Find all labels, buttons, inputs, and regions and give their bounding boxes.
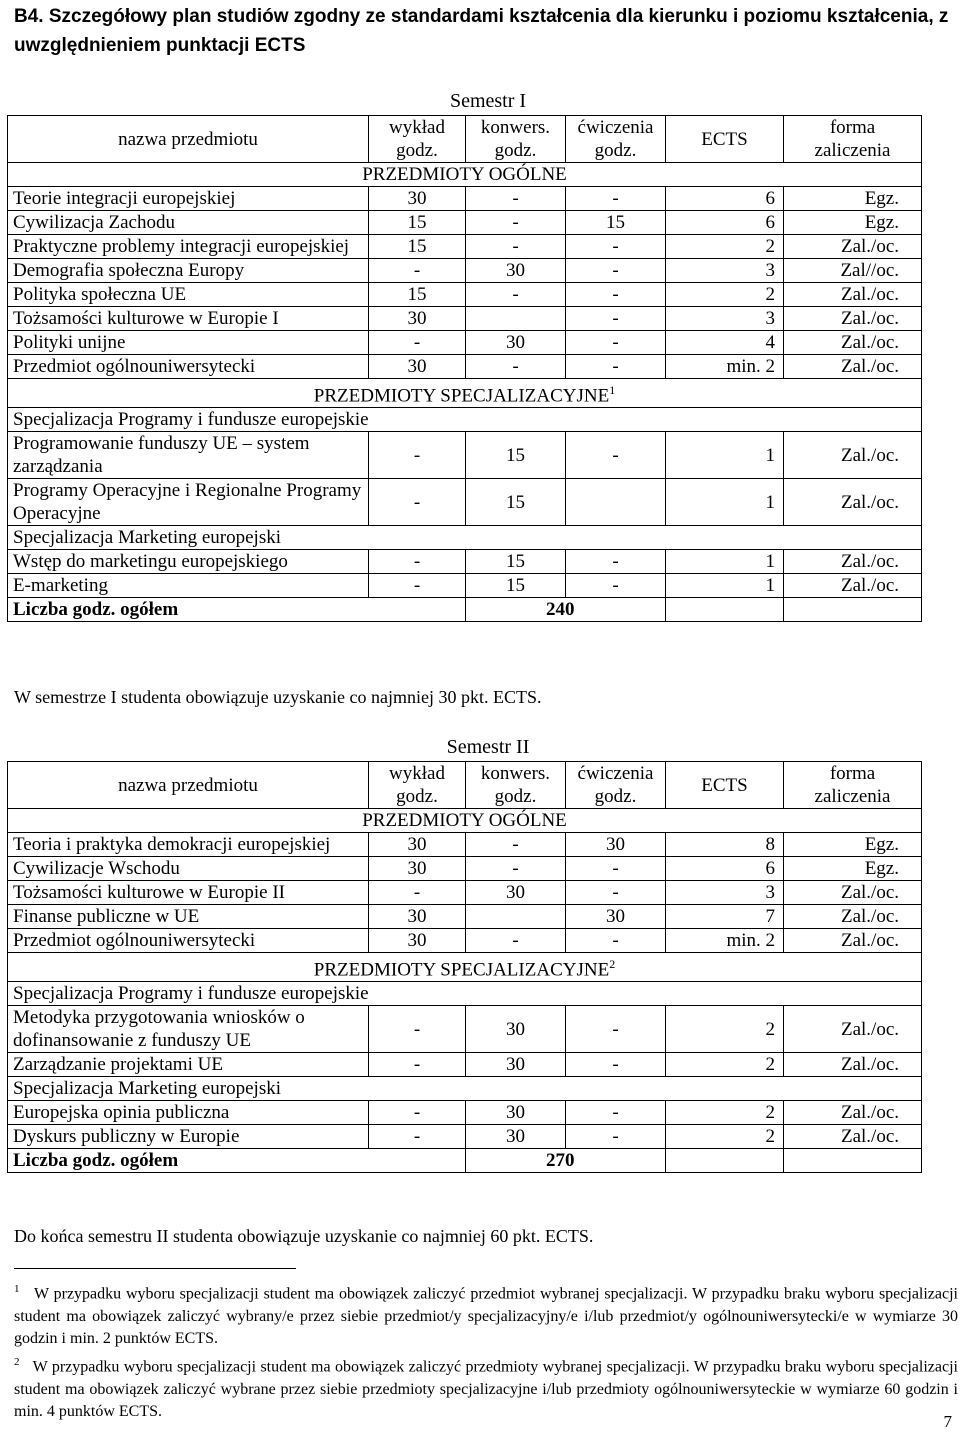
- ects-points: 2: [666, 1101, 784, 1125]
- exercise-hours: -: [566, 283, 666, 307]
- table-row: [8, 355, 922, 379]
- exercise-hours: -: [566, 187, 666, 211]
- specialization-title: Specjalizacja Marketing europejski: [8, 526, 922, 550]
- lecture-hours: -: [369, 259, 466, 283]
- subject-name: Przedmiot ogólnouniwersytecki: [8, 355, 369, 379]
- lecture-hours: 15: [369, 283, 466, 307]
- total-label: Liczba godz. ogółem: [8, 598, 466, 622]
- lecture-hours: -: [369, 1053, 466, 1077]
- general-subjects-header: PRZEDMIOTY OGÓLNE: [8, 809, 922, 833]
- assessment-form: Zal./oc.: [784, 1053, 922, 1077]
- conversation-hours: 15: [466, 550, 566, 574]
- subject-name: Metodyka przygotowania wniosków o dofinansowanie z funduszy UE: [8, 1006, 369, 1053]
- exercise-hours: 30: [566, 905, 666, 929]
- conversation-hours: -: [466, 833, 566, 857]
- semester-2-spec1-rows: [8, 1006, 922, 1077]
- conversation-hours: [466, 307, 566, 331]
- table-row: [8, 211, 922, 235]
- exercise-hours: -: [566, 550, 666, 574]
- exercise-hours: 30: [566, 833, 666, 857]
- subject-name: Zarządzanie projektami UE: [8, 1053, 369, 1077]
- total-label: Liczba godz. ogółem: [8, 1149, 466, 1173]
- subject-name: Polityki unijne: [8, 331, 369, 355]
- assessment-form: Zal//oc.: [784, 259, 922, 283]
- table-header-row: [8, 116, 922, 163]
- semester-1-spec1-rows: [8, 432, 922, 526]
- subject-name: Teoria i praktyka demokracji europejskiej: [8, 833, 369, 857]
- subject-name: Praktyczne problemy integracji europejskiej: [8, 235, 369, 259]
- table-row: [8, 235, 922, 259]
- lecture-hours: -: [369, 1006, 466, 1053]
- ects-points: 6: [666, 857, 784, 881]
- exercise-hours: -: [566, 574, 666, 598]
- section-heading: B4. Szczegółowy plan studiów zgodny ze standardami kształcenia dla kierunku i poziomu kształcenia, z uwzględnieniem punktacji ECTS: [14, 6, 949, 56]
- table-row: [8, 479, 922, 526]
- ects-points: 1: [666, 550, 784, 574]
- lecture-hours: -: [369, 331, 466, 355]
- col-lecture-header: wykład godz.: [369, 762, 466, 809]
- assessment-form: Zal./oc.: [784, 574, 922, 598]
- subject-name: Programy Operacyjne i Regionalne Programy Operacyjne: [8, 479, 369, 526]
- exercise-hours: -: [566, 1125, 666, 1149]
- lecture-hours: 30: [369, 857, 466, 881]
- assessment-form: Zal./oc.: [784, 283, 922, 307]
- subject-name: E-marketing: [8, 574, 369, 598]
- col-exer-header: ćwiczenia godz.: [566, 116, 666, 163]
- lecture-hours: 30: [369, 929, 466, 953]
- table-row: [8, 833, 922, 857]
- ects-points: 8: [666, 833, 784, 857]
- ects-points: 3: [666, 259, 784, 283]
- semester-1-table: [7, 115, 921, 622]
- table-row: [8, 1006, 922, 1053]
- semester-1-general-rows: [8, 187, 922, 379]
- conversation-hours: 30: [466, 331, 566, 355]
- assessment-form: Zal./oc.: [784, 881, 922, 905]
- ects-points: 3: [666, 881, 784, 905]
- assessment-form: Egz.: [784, 211, 922, 235]
- lecture-hours: 30: [369, 355, 466, 379]
- col-form-header: forma zaliczenia: [784, 116, 922, 163]
- assessment-form: Zal./oc.: [784, 929, 922, 953]
- ects-points: 2: [666, 283, 784, 307]
- exercise-hours: -: [566, 235, 666, 259]
- page-number: 7: [943, 1412, 952, 1431]
- ects-points: 4: [666, 331, 784, 355]
- conversation-hours: [466, 905, 566, 929]
- conversation-hours: -: [466, 235, 566, 259]
- table-row: [8, 905, 922, 929]
- conversation-hours: 15: [466, 479, 566, 526]
- subject-name: Tożsamości kulturowe w Europie I: [8, 307, 369, 331]
- conversation-hours: -: [466, 929, 566, 953]
- conversation-hours: 30: [466, 881, 566, 905]
- lecture-hours: -: [369, 1101, 466, 1125]
- conversation-hours: -: [466, 283, 566, 307]
- conversation-hours: 30: [466, 1101, 566, 1125]
- semester-2-table: [7, 761, 921, 1173]
- subject-name: Europejska opinia publiczna: [8, 1101, 369, 1125]
- table-row: [8, 857, 922, 881]
- lecture-hours: 30: [369, 833, 466, 857]
- semester-2-general-rows: [8, 833, 922, 953]
- ects-points: 1: [666, 432, 784, 479]
- footnote-2: $^2$ W przypadku wyboru specjalizacji student ma obowiązek zaliczyć przedmioty wybranej specjalizacji. W przypadku braku wyboru specjalizacji student ma obowiązek zaliczyć wybrane przez siebie przedmioty specjalizacyjne i/lub przedmioty ogólnouniwersyteckie w wymiarze 60 godzin i min. 4 punktów ECTS.: [14, 1355, 958, 1421]
- ects-points: min. 2: [666, 929, 784, 953]
- specialization-title: Specjalizacja Programy i fundusze europejskie: [8, 408, 922, 432]
- exercise-hours: -: [566, 1006, 666, 1053]
- semester-1-title: Semestr I: [449, 90, 527, 112]
- semester-2-title: Semestr II: [446, 736, 530, 758]
- total-value: 270: [466, 1149, 666, 1173]
- conversation-hours: -: [466, 211, 566, 235]
- lecture-hours: -: [369, 574, 466, 598]
- table-header-row: [8, 762, 922, 809]
- lecture-hours: 30: [369, 307, 466, 331]
- footnotes: [14, 1278, 958, 1424]
- ects-points: 2: [666, 235, 784, 259]
- col-conv-header: konwers. godz.: [466, 762, 566, 809]
- table-row: [8, 187, 922, 211]
- table-row: [8, 1053, 922, 1077]
- table-row: [8, 1125, 922, 1149]
- conversation-hours: 15: [466, 432, 566, 479]
- ects-points: 6: [666, 211, 784, 235]
- col-exer-header: ćwiczenia godz.: [566, 762, 666, 809]
- exercise-hours: -: [566, 331, 666, 355]
- ects-points: 7: [666, 905, 784, 929]
- total-value: 240: [466, 598, 666, 622]
- col-form-header: forma zaliczenia: [784, 762, 922, 809]
- conversation-hours: 30: [466, 259, 566, 283]
- subject-name: Cywilizacje Wschodu: [8, 857, 369, 881]
- ects-points: min. 2: [666, 355, 784, 379]
- conversation-hours: -: [466, 355, 566, 379]
- total-row: [8, 1149, 922, 1173]
- conversation-hours: -: [466, 857, 566, 881]
- general-subjects-header: PRZEDMIOTY OGÓLNE: [8, 163, 922, 187]
- table-row: [8, 1101, 922, 1125]
- lecture-hours: 15: [369, 211, 466, 235]
- exercise-hours: -: [566, 355, 666, 379]
- col-conv-header: konwers. godz.: [466, 116, 566, 163]
- ects-points: 6: [666, 187, 784, 211]
- table-row: [8, 259, 922, 283]
- col-lecture-header: wykład godz.: [369, 116, 466, 163]
- subject-name: Dyskurs publiczny w Europie: [8, 1125, 369, 1149]
- special-subjects-header: PRZEDMIOTY SPECJALIZACYJNE$^1$: [8, 379, 922, 408]
- lecture-hours: 30: [369, 187, 466, 211]
- assessment-form: Zal./oc.: [784, 432, 922, 479]
- table-row: [8, 550, 922, 574]
- conversation-hours: 30: [466, 1006, 566, 1053]
- semester-2-spec2-rows: [8, 1101, 922, 1149]
- ects-points: 2: [666, 1125, 784, 1149]
- conversation-hours: 30: [466, 1053, 566, 1077]
- ects-points: 3: [666, 307, 784, 331]
- lecture-hours: -: [369, 550, 466, 574]
- conversation-hours: 15: [466, 574, 566, 598]
- subject-name: Teorie integracji europejskiej: [8, 187, 369, 211]
- subject-name: Przedmiot ogólnouniwersytecki: [8, 929, 369, 953]
- exercise-hours: -: [566, 1101, 666, 1125]
- total-row: [8, 598, 922, 622]
- col-ects-header: ECTS: [666, 762, 784, 809]
- lecture-hours: 15: [369, 235, 466, 259]
- exercise-hours: -: [566, 307, 666, 331]
- table-row: [8, 432, 922, 479]
- assessment-form: Egz.: [784, 187, 922, 211]
- assessment-form: Zal./oc.: [784, 550, 922, 574]
- assessment-form: Zal./oc.: [784, 1101, 922, 1125]
- col-name-header: nazwa przedmiotu: [8, 762, 369, 809]
- assessment-form: Egz.: [784, 833, 922, 857]
- semester-1-note: W semestrze I studenta obowiązuje uzyskanie co najmniej 30 pkt. ECTS.: [14, 687, 542, 707]
- specialization-title: Specjalizacja Marketing europejski: [8, 1077, 922, 1101]
- subject-name: Finanse publiczne w UE: [8, 905, 369, 929]
- exercise-hours: -: [566, 259, 666, 283]
- semester-1-spec2-rows: [8, 550, 922, 598]
- exercise-hours: [566, 479, 666, 526]
- subject-name: Tożsamości kulturowe w Europie II: [8, 881, 369, 905]
- exercise-hours: 15: [566, 211, 666, 235]
- lecture-hours: -: [369, 1125, 466, 1149]
- lecture-hours: -: [369, 479, 466, 526]
- assessment-form: Zal./oc.: [784, 307, 922, 331]
- table-row: [8, 331, 922, 355]
- assessment-form: Zal./oc.: [784, 1006, 922, 1053]
- conversation-hours: -: [466, 187, 566, 211]
- semester-2-note: Do końca semestru II studenta obowiązuje uzyskanie co najmniej 60 pkt. ECTS.: [14, 1226, 594, 1246]
- assessment-form: Zal./oc.: [784, 355, 922, 379]
- lecture-hours: -: [369, 881, 466, 905]
- conversation-hours: 30: [466, 1125, 566, 1149]
- assessment-form: Zal./oc.: [784, 1125, 922, 1149]
- subject-name: Polityka społeczna UE: [8, 283, 369, 307]
- specialization-title: Specjalizacja Programy i fundusze europejskie: [8, 982, 922, 1006]
- ects-points: 1: [666, 479, 784, 526]
- table-row: [8, 929, 922, 953]
- subject-name: Wstęp do marketingu europejskiego: [8, 550, 369, 574]
- table-row: [8, 283, 922, 307]
- special-subjects-header: PRZEDMIOTY SPECJALIZACYJNE$^2$: [8, 953, 922, 982]
- assessment-form: Zal./oc.: [784, 235, 922, 259]
- col-name-header: nazwa przedmiotu: [8, 116, 369, 163]
- exercise-hours: -: [566, 1053, 666, 1077]
- ects-points: 1: [666, 574, 784, 598]
- assessment-form: Zal./oc.: [784, 331, 922, 355]
- subject-name: Cywilizacja Zachodu: [8, 211, 369, 235]
- ects-points: 2: [666, 1006, 784, 1053]
- table-row: [8, 574, 922, 598]
- exercise-hours: -: [566, 857, 666, 881]
- footnote-divider: [14, 1268, 296, 1269]
- table-row: [8, 307, 922, 331]
- ects-points: 2: [666, 1053, 784, 1077]
- exercise-hours: -: [566, 432, 666, 479]
- lecture-hours: -: [369, 432, 466, 479]
- footnote-1: $^1$ W przypadku wyboru specjalizacji student ma obowiązek zaliczyć przedmiot wybranej specjalizacji. W przypadku braku wyboru specjalizacji student ma obowiązek zaliczyć wybrany/e przez siebie przedmiot/y specjalizacyjny/e i/lub przedmiot/y ogólnouniwersytecki/e w wymiarze 30 godzin i min. 2 punktów ECTS.: [14, 1283, 959, 1348]
- assessment-form: Zal./oc.: [784, 905, 922, 929]
- exercise-hours: -: [566, 881, 666, 905]
- assessment-form: Egz.: [784, 857, 922, 881]
- subject-name: Programowanie funduszy UE – system zarządzania: [8, 432, 369, 479]
- table-row: [8, 881, 922, 905]
- subject-name: Demografia społeczna Europy: [8, 259, 369, 283]
- lecture-hours: 30: [369, 905, 466, 929]
- assessment-form: Zal./oc.: [784, 479, 922, 526]
- col-ects-header: ECTS: [666, 116, 784, 163]
- exercise-hours: -: [566, 929, 666, 953]
